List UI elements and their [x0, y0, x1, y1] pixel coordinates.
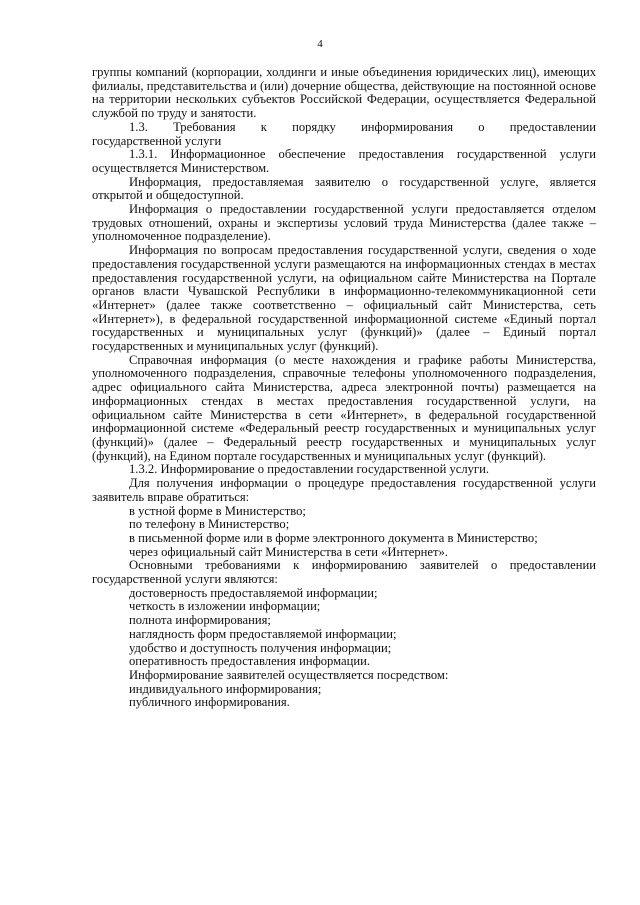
paragraph: Справочная информация (о месте нахождения и графике работы Министерства, уполномоченного подразделения, справочные телефоны уполномоченного подразделения, адрес официального сайта Министерства, адреса электронной почты) размещается на информационных стендах в местах предоставления государственной услуги, на официальном сайте Министерства в сети «Интернет», в федеральной государственной информационной системе «Федеральный реестр государственных и муниципальных услуг (функций)» (далее – Федеральный реестр государственных и муниципальных услуг (функций), на Едином портале государственных и муниципальных услуг (функций). [92, 352, 596, 463]
subsection-heading: 1.3.2. Информирование о предоставлении государственной услуги. [129, 462, 489, 477]
heading-word: к [260, 119, 267, 134]
paragraph: Основными требованиями к информированию заявителей о предоставлении государственной услуги являются: [92, 558, 596, 587]
list-item: в письменной форме или в форме электронного документа в Министерство; [129, 530, 538, 545]
list-item: достоверность предоставляемой информации; [129, 585, 378, 600]
paragraph: Информирование заявителей осуществляется посредством: [129, 667, 449, 682]
heading-word: порядку [292, 119, 336, 134]
list-item: через официальный сайт Министерства в сети «Интернет». [129, 544, 448, 559]
page-number: 4 [317, 38, 323, 50]
list-item: наглядность форм предоставляемой информации; [129, 626, 397, 641]
list-item: в устной форме в Министерство; [129, 503, 306, 518]
heading-word: предоставлении [509, 119, 596, 134]
list-item: публичного информирования. [129, 695, 290, 710]
list-item: индивидуального информирования; [129, 681, 322, 696]
body-text [92, 66, 596, 710]
heading-word: информирования [361, 119, 454, 134]
paragraph: 1.3.1. Информационное обеспечение предоставления государственной услуги осуществляется Министерством. [92, 147, 596, 175]
section-heading [92, 121, 596, 135]
heading-word: о [478, 119, 485, 134]
list-item: оперативность предоставления информации. [129, 654, 370, 669]
list-item: по телефону в Министерство; [129, 517, 290, 532]
paragraph: Информация о предоставлении государственной услуги предоставляется отделом трудовых отношений, охраны и экспертизы условий труда Министерства (далее также – уполномоченное подразделение). [92, 202, 596, 244]
paragraph: Для получения информации о процедуре предоставления государственной услуги заявитель вправе обратиться: [92, 476, 596, 504]
paragraph: Информация по вопросам предоставления государственной услуги, сведения о ходе предоставления государственной услуги размещаются на информационных стендах в местах предоставления государственной услуги, на официальном сайте Министерства на Портале органов власти Чувашской Республики в информационно-телекоммуникационной сети «Интернет» (далее также соответственно – официальный сайт Министерства, сеть «Интернет»), в федеральной государственной информационной системе «Единый портал государственных и муниципальных услуг (функций)» (далее – Единый портал государственных и муниципальных услуг (функций). [92, 243, 596, 354]
list-item: четкость в изложении информации; [129, 599, 321, 614]
intro-continuation: группы компаний (корпорации, холдинги и иные объединения юридических лиц), имеющих филиалы, представительства и (или) дочерние общества, действующие на постоянной основе на территории нескольких субъектов Российской Федерации, осуществляется Федеральной службой по труду и занятости. [92, 65, 596, 121]
heading-word: Требования [173, 119, 236, 134]
list-item: полнота информирования; [129, 613, 271, 628]
heading-word: 1.3. [129, 119, 148, 134]
paragraph: Информация, предоставляемая заявителю о государственной услуге, является открытой и общедоступной. [92, 174, 596, 203]
list-item: удобство и доступность получения информации; [129, 640, 392, 655]
section-heading-continuation: государственной услуги [92, 133, 222, 148]
